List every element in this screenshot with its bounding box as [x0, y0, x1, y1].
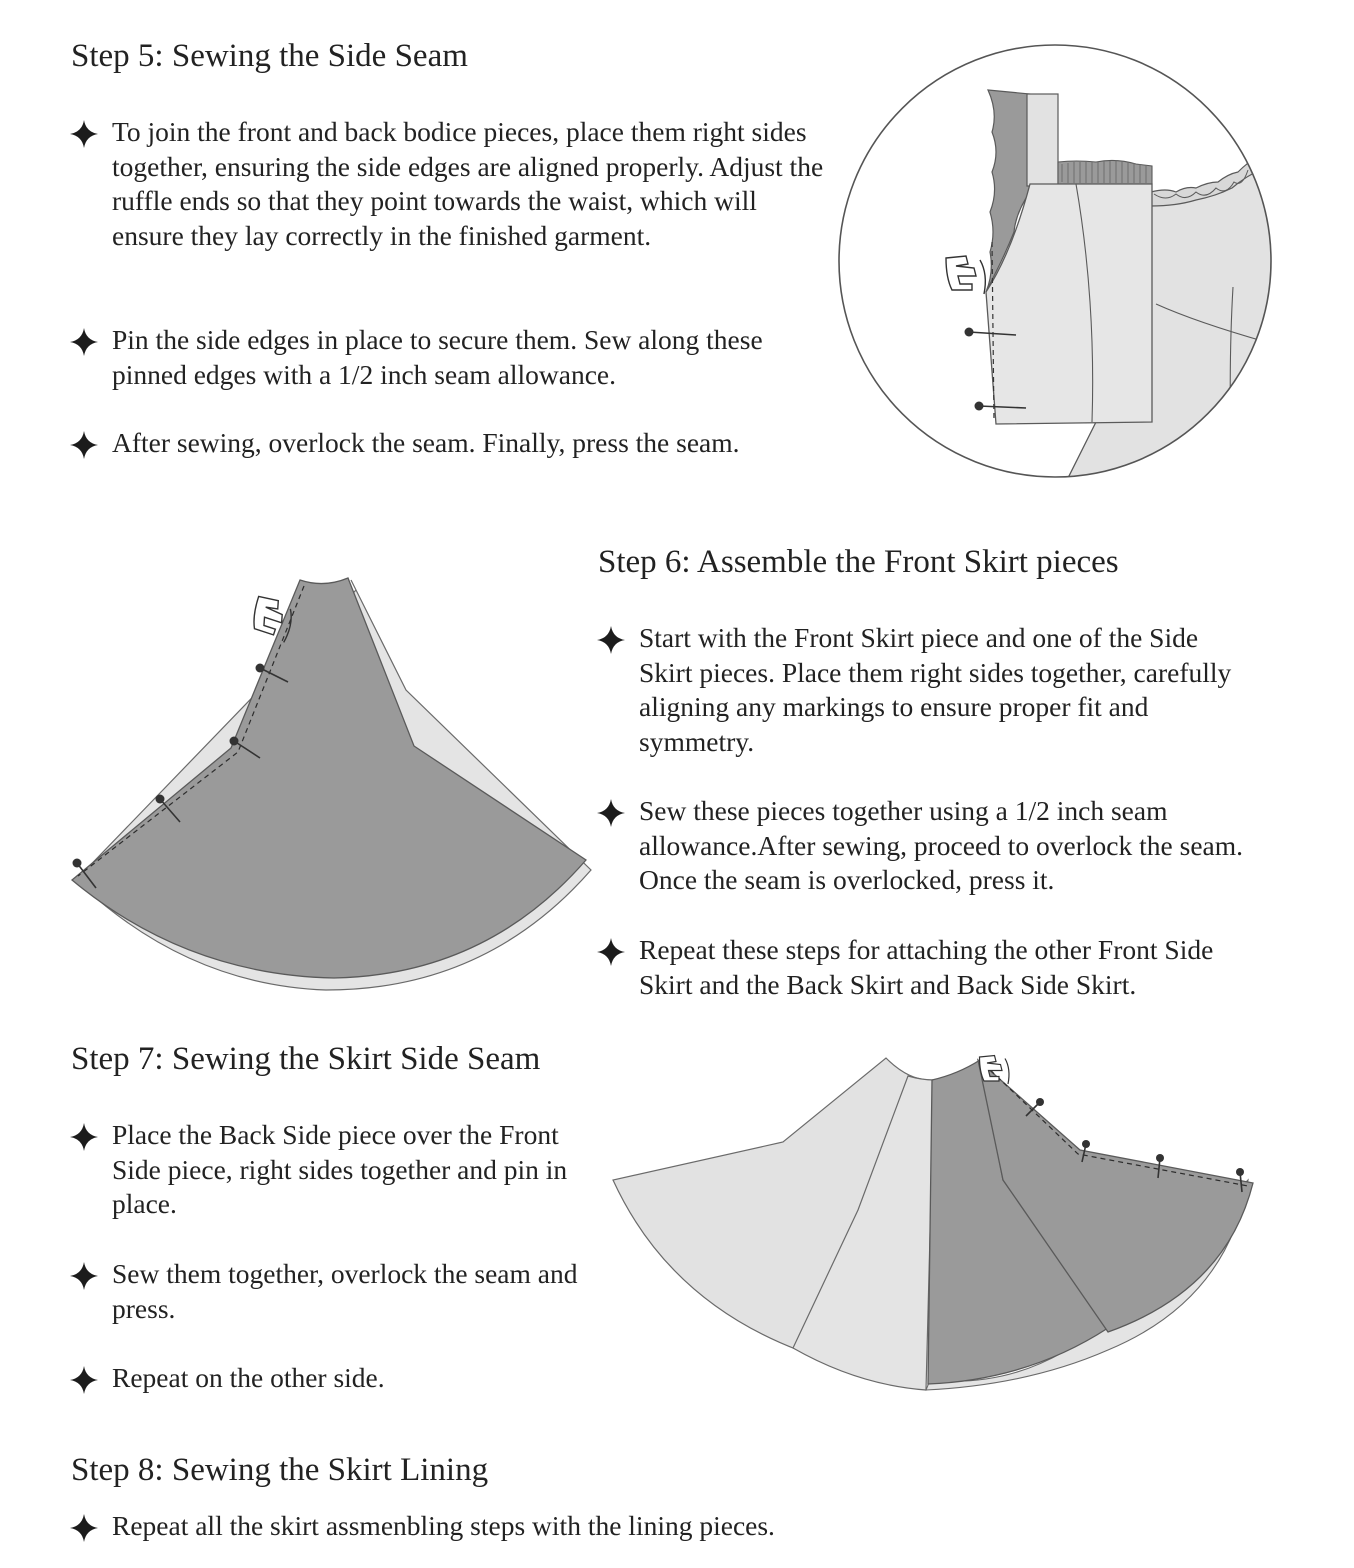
- four-point-star-icon: [69, 1513, 99, 1543]
- bodice-side-seam-illustration: [836, 42, 1276, 482]
- step-6-bullet-2: [596, 794, 1256, 898]
- four-point-star-icon: [69, 430, 99, 460]
- presser-foot-icon: [946, 256, 985, 294]
- front-skirt-assembly-illustration: [66, 570, 596, 1000]
- step-6-title: Step 6: Assemble the Front Skirt pieces: [598, 544, 1119, 580]
- step-7-bullet-1: [69, 1118, 614, 1222]
- four-point-star-icon: [69, 1365, 99, 1395]
- step-6-bullet-2-text: Sew these pieces together using a 1/2 inch seam allowance.After sewing, proceed to overlock the seam. Once the seam is overlocked, press it.: [639, 795, 1243, 896]
- skirt-side-seam-illustration: [608, 1050, 1258, 1400]
- step-7-bullet-2-text: Sew them together, overlock the seam and press.: [112, 1258, 578, 1324]
- step-7-bullet-3: [69, 1361, 614, 1396]
- four-point-star-icon: [596, 625, 626, 655]
- step-5-bullet-2-text: Pin the side edges in place to secure them. Sew along these pinned edges with a 1/2 inch seam allowance.: [112, 324, 763, 390]
- four-point-star-icon: [596, 798, 626, 828]
- step-7-bullet-1-text: Place the Back Side piece over the Front Side piece, right sides together and pin in place.: [112, 1119, 568, 1220]
- step-7-bullet-2: [69, 1257, 614, 1326]
- step-6-bullet-3-text: Repeat these steps for attaching the other Front Side Skirt and the Back Skirt and Back Side Skirt.: [639, 934, 1214, 1000]
- step-7-title: Step 7: Sewing the Skirt Side Seam: [71, 1041, 541, 1077]
- step-6-bullet-1: [596, 621, 1256, 760]
- step-8-title: Step 8: Sewing the Skirt Lining: [71, 1452, 489, 1488]
- step-5-bullet-1-text: To join the front and back bodice pieces, place them right sides together, ensuring the side edges are aligned properly. Adjust the ruffle ends so that they point towards the waist, which will ensure they lay correctly in the finished garment.: [112, 116, 824, 252]
- four-point-star-icon: [69, 327, 99, 357]
- step-5-bullet-2: [69, 323, 829, 392]
- step-5-bullet-3-text: After sewing, overlock the seam. Finally, press the seam.: [112, 427, 740, 458]
- four-point-star-icon: [69, 1261, 99, 1291]
- four-point-star-icon: [596, 937, 626, 967]
- four-point-star-icon: [69, 119, 99, 149]
- step-8-bullet-1: [69, 1509, 969, 1544]
- step-6-bullet-3: [596, 933, 1256, 1002]
- step-8-bullet-1-text: Repeat all the skirt assmenbling steps with the lining pieces.: [112, 1510, 775, 1541]
- presser-foot-icon: [980, 1056, 1010, 1085]
- step-5-title: Step 5: Sewing the Side Seam: [71, 38, 468, 74]
- four-point-star-icon: [69, 1122, 99, 1152]
- step-5-bullet-3: [69, 426, 849, 461]
- step-5-bullet-1: [69, 115, 829, 254]
- step-7-bullet-3-text: Repeat on the other side.: [112, 1362, 385, 1393]
- step-6-bullet-1-text: Start with the Front Skirt piece and one of the Side Skirt pieces. Place them right sides together, carefully aligning any markings to ensure proper fit and symmetry.: [639, 622, 1232, 758]
